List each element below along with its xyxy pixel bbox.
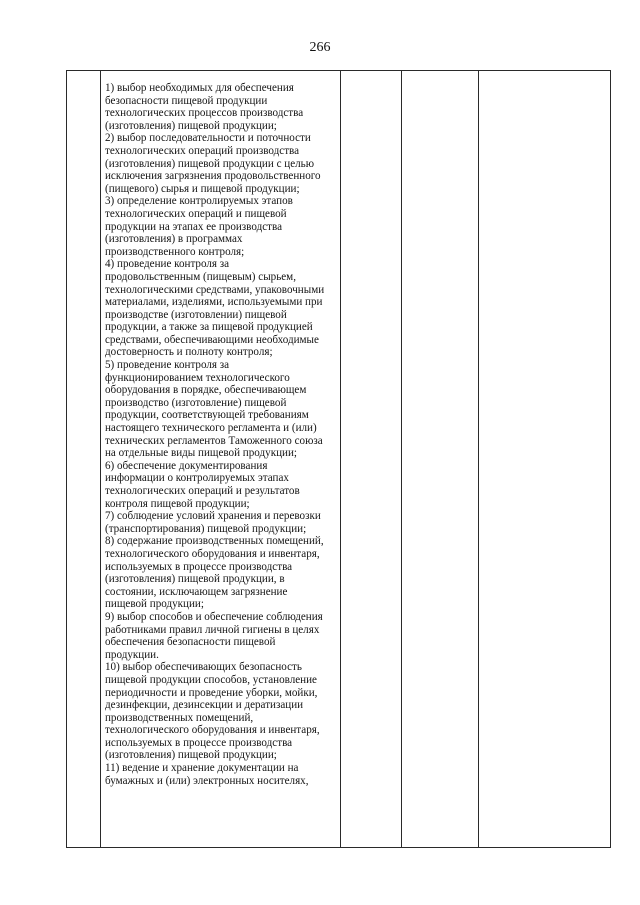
text-line: 3) определение контролируемых этапов: [105, 195, 293, 208]
requirements-text-cell: [101, 71, 341, 848]
text-line: на отдельные виды пищевой продукции;: [105, 447, 297, 460]
text-line: 5) проведение контроля за: [105, 359, 230, 372]
text-line: бумажных и (или) электронных носителях,: [105, 774, 309, 787]
text-line: технических регламентов Таможенного союза: [105, 434, 323, 447]
text-line: материалами, изделиями, используемыми при: [105, 296, 323, 309]
number-cell: [67, 71, 101, 848]
text-line: технологических процессов производства: [105, 107, 304, 120]
text-line: производственных помещений,: [105, 711, 254, 724]
text-line: пищевой продукции;: [105, 598, 204, 611]
text-line: 11) ведение и хранение документации на: [105, 762, 299, 775]
text-line: настоящего технического регламента и (или): [105, 422, 317, 435]
text-line: средствами, обеспечивающими необходимые: [105, 333, 319, 346]
text-line: достоверность и полноту контроля;: [105, 346, 273, 359]
text-line: используемых в процессе производства: [105, 736, 293, 749]
text-line: используемых в процессе производства: [105, 560, 293, 573]
text-line: продовольственным (пищевым) сырьем,: [105, 270, 296, 283]
requirements-table: [66, 70, 611, 848]
text-line: функционированием технологического: [105, 371, 290, 384]
empty-cell: [402, 71, 479, 848]
text-line: технологических операций производства: [105, 144, 300, 157]
text-line: информации о контролируемых этапах: [105, 472, 289, 485]
text-line: 1) выбор необходимых для обеспечения: [105, 82, 294, 94]
text-line: безопасности пищевой продукции: [105, 94, 268, 107]
text-line: (изготовления) пищевой продукции с целью: [105, 157, 315, 170]
text-line: продукции на этапах ее производства: [105, 220, 283, 233]
text-line: периодичности и проведение уборки, мойки,: [105, 686, 318, 699]
text-line: (транспортирования) пищевой продукции;: [105, 522, 307, 535]
text-line: оборудования в порядке, обеспечивающем: [105, 384, 307, 397]
text-line: 4) проведение контроля за: [105, 258, 230, 271]
text-line: (пищевого) сырья и пищевой продукции;: [105, 182, 300, 195]
text-line: производство (изготовление) пищевой: [105, 396, 287, 409]
text-line: работниками правил личной гигиены в целях: [105, 623, 320, 636]
text-line: производственного контроля;: [105, 245, 245, 258]
text-line: технологических операций и результатов: [105, 485, 300, 497]
text-line: продукции, а также за пищевой продукцией: [105, 321, 313, 334]
text-line: 2) выбор последовательности и поточности: [105, 132, 311, 145]
text-line: (изготовления) пищевой продукции, в: [105, 573, 285, 586]
text-line: продукции.: [105, 648, 159, 661]
text-line: продукции, соответствующей требованиям: [105, 409, 309, 422]
text-line: (изготовления) пищевой продукции;: [105, 749, 277, 762]
page-number: 266: [309, 40, 331, 55]
text-line: состоянии, исключающем загрязнение: [105, 585, 288, 598]
text-line: 10) выбор обеспечивающих безопасность: [105, 661, 302, 674]
text-line: производстве (изготовлении) пищевой: [105, 308, 287, 321]
text-line: технологическими средствами, упаковочными: [105, 283, 325, 296]
empty-cell: [341, 71, 402, 848]
text-line: технологического оборудования и инвентаря,: [105, 547, 320, 560]
text-line: (изготовления) в программах: [105, 233, 243, 246]
text-line: 9) выбор способов и обеспечение соблюдения: [105, 610, 323, 623]
text-line: обеспечения безопасности пищевой: [105, 636, 276, 649]
text-line: пищевой продукции способов, установление: [105, 673, 317, 686]
text-line: 7) соблюдение условий хранения и перевозки: [105, 510, 321, 523]
text-line: технологического оборудования и инвентаря,: [105, 724, 320, 737]
text-line: контроля пищевой продукции;: [105, 497, 250, 510]
text-line: 8) содержание производственных помещений,: [105, 535, 324, 548]
text-line: 6) обеспечение документирования: [105, 459, 268, 472]
text-line: дезинфекции, дезинсекции и дератизации: [105, 699, 304, 712]
empty-cell: [479, 71, 611, 848]
text-line: (изготовления) пищевой продукции;: [105, 119, 277, 132]
text-line: технологических операций и пищевой: [105, 207, 287, 220]
table-row: [67, 71, 611, 848]
text-line: исключения загрязнения продовольственного: [105, 170, 321, 183]
